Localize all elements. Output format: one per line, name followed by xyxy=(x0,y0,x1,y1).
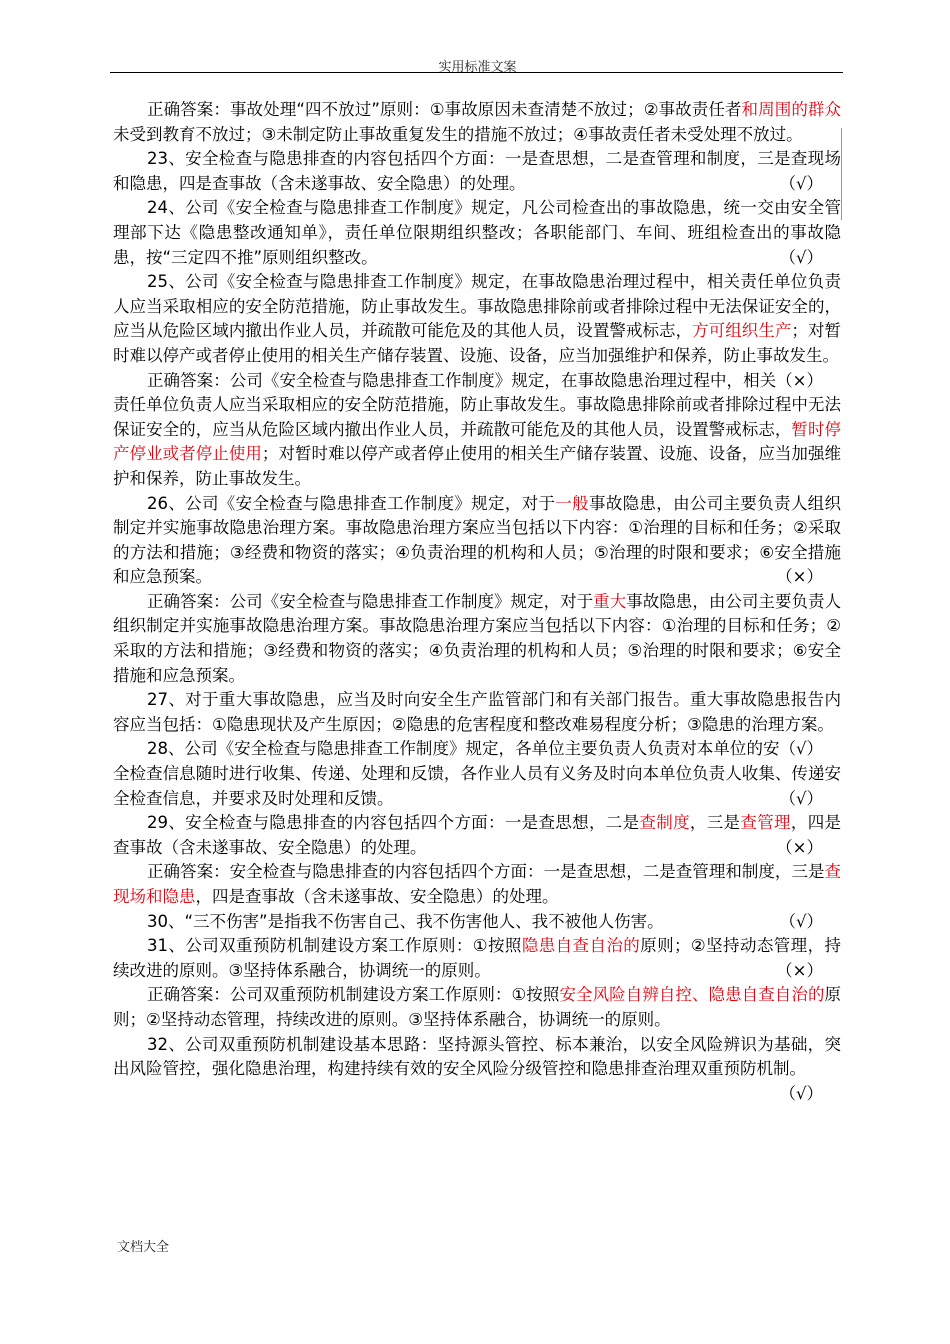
paragraph xyxy=(113,934,841,983)
text-run: 23、安全检查与隐患排查的内容包括四个方面：一是查思想，二是查管理和制度，三是查现场和隐患，四是查事故（含未遂事故、安全隐患）的处理。 xyxy=(113,149,841,193)
text-run: 28、公司《安全检查与隐患排查工作制度》规定，各单位主要负责人负责对本单位的安全检查信息随时进行收集、传递、处理和反馈，各作业人员有义务及时向本单位负责人收集、传递安全检查信息，并要求及时处理和反馈。 xyxy=(113,739,841,808)
paragraph xyxy=(113,688,841,759)
answer-mark: （√） xyxy=(779,247,823,267)
text-run: 原则；②坚持动态管理，持续改进的原则。③坚持体系融合，协调统一的原则。 xyxy=(113,936,841,980)
text-run: 正确答案：公司《安全检查与隐患排查工作制度》规定，对于 xyxy=(147,591,594,611)
paragraph xyxy=(113,147,841,196)
highlighted-text: 隐患自查自治的 xyxy=(521,936,641,956)
page-footer: 文档大全 xyxy=(117,1240,170,1255)
text-run: 26、公司《安全检查与隐患排查工作制度》规定，对于 xyxy=(147,493,556,513)
paragraph xyxy=(113,196,841,270)
paragraph xyxy=(113,492,841,590)
highlighted-text: 查现场和隐患 xyxy=(113,862,841,906)
answer-mark: （×） xyxy=(776,837,823,857)
answer-mark: （×） xyxy=(776,370,823,390)
paragraph xyxy=(113,811,841,860)
text-run: 未受到教育不放过；③未制定防止事故重复发生的措施不放过；④事故责任者未受处理不放过。 xyxy=(113,124,803,144)
text-run: ；对暂时难以停产或者停止使用的相关生产储存装置、设施、设备，应当加强维护和保养，防止事故发生。 xyxy=(113,321,842,365)
text-run: 事故隐患，由公司主要负责人组织制定并实施事故隐患治理方案。事故隐患治理方案应当包括以下内容：①治理的目标和任务；②采取的方法和措施；③经费和物资的落实；④负责治理的机构和人员；⑤治理的时限和要求；⑥安全措施和应急预案。 xyxy=(113,591,842,685)
paragraph xyxy=(113,369,841,492)
document-body xyxy=(113,98,841,1106)
text-run: 24、公司《安全检查与隐患排查工作制度》规定，凡公司检查出的事故隐患，统一交由安全管理部下达《隐患整改通知单》，责任单位限期组织整改；各职能部门、车间、班组检查出的事故隐患，按“三定四不推”原则组织整改。 xyxy=(113,198,841,267)
text-run: 原则；②坚持动态管理，持续改进的原则。③坚持体系融合，协调统一的原则。 xyxy=(113,985,842,1029)
text-run: 正确答案：事故处理“四不放过”原则：①事故原因未查清楚不放过；②事故责任者 xyxy=(147,100,742,119)
text-run: ，四是查事故（含未遂事故、安全隐患）的处理。 xyxy=(195,887,559,906)
answer-mark: （√） xyxy=(779,788,823,808)
answer-mark: （√） xyxy=(779,1083,823,1103)
text-run: 正确答案：公司双重预防机制建设方案工作原则：①按照 xyxy=(147,985,560,1005)
text-run: ；对暂时难以停产或者停止使用的相关生产储存装置、设施、设备，应当加强维护和保养，防止事故发生。 xyxy=(113,444,842,488)
paragraph xyxy=(113,860,841,909)
answer-mark: （√） xyxy=(779,173,823,193)
highlighted-text: 重大 xyxy=(593,591,627,611)
paragraph xyxy=(113,98,841,147)
highlighted-text: 和周围的群众 xyxy=(741,100,842,119)
highlighted-text: 查管理 xyxy=(740,813,791,833)
paragraph xyxy=(113,737,841,811)
paragraph xyxy=(113,910,841,935)
text-run: 正确答案：公司《安全检查与隐患排查工作制度》规定，在事故隐患治理过程中，相关责任单位负责人应当采取相应的安全防范措施，防止事故发生。事故隐患排除前或者排除过程中无法保证安全的，应当从危险区域内撤出作业人员，并疏散可能危及的其他人员，设置警戒标志， xyxy=(113,370,841,439)
text-run: 正确答案：安全检查与隐患排查的内容包括四个方面：一是查思想，二是查管理和制度，三是 xyxy=(147,862,825,882)
answer-mark: （√） xyxy=(779,911,823,931)
text-run: 事故隐患，由公司主要负责人组织制定并实施事故隐患治理方案。事故隐患治理方案应当包括以下内容：①治理的目标和任务；②采取的方法和措施；③经费和物资的落实；④负责治理的机构和人员；⑤治理的时限和要求；⑥安全措施和应急预案。 xyxy=(113,493,842,587)
header-divider xyxy=(110,72,843,73)
text-run: ，四是查事故（含未遂事故、安全隐患）的处理。 xyxy=(113,813,842,857)
paragraph xyxy=(113,1033,841,1103)
text-run: 27、对于重大事故隐患，应当及时向安全生产监管部门和有关部门报告。重大事故隐患报告内容应当包括：①隐患现状及产生原因；②隐患的危害程度和整改难易程度分析；③隐患的治理方案。 xyxy=(113,690,841,734)
text-run: 25、公司《安全检查与隐患排查工作制度》规定，在事故隐患治理过程中，相关责任单位负责人应当采取相应的安全防范措施，防止事故发生。事故隐患排除前或者排除过程中无法保证安全的，应当从危险区域内撤出作业人员，并疏散可能危及的其他人员，设置警戒标志， xyxy=(113,272,841,341)
highlighted-text: 方可组织生产 xyxy=(692,321,792,341)
text-run: 30、“三不伤害”是指我不伤害自己、我不伤害他人、我不被他人伤害。 xyxy=(147,911,664,931)
text-run: 32、公司双重预防机制建设基本思路：坚持源头管控、标本兼治，以安全风险辨识为基础，突出风险管控，强化隐患治理，构建持续有效的安全风险分级管控和隐患排查治理双重预防机制。 xyxy=(113,1034,841,1079)
answer-mark: （×） xyxy=(776,960,823,980)
text-run: 29、安全检查与隐患排查的内容包括四个方面：一是查思想，二是 xyxy=(147,813,640,833)
highlighted-text: 查制度 xyxy=(639,813,690,833)
paragraph xyxy=(113,270,842,390)
margin-line xyxy=(841,128,842,220)
text-run: 31、公司双重预防机制建设方案工作原则：①按照 xyxy=(147,936,522,956)
highlighted-text: 一般 xyxy=(555,493,589,513)
highlighted-text: 安全风险自辨自控、隐患自查自治的 xyxy=(559,985,825,1005)
page-header: 实用标准文案 xyxy=(438,60,517,75)
paragraph xyxy=(113,983,841,1032)
answer-mark: （×） xyxy=(776,567,823,587)
text-run: ，三是 xyxy=(689,813,741,833)
answer-mark: （√） xyxy=(779,739,823,759)
highlighted-text: 暂时停产停业或者停止使用 xyxy=(113,419,842,464)
paragraph xyxy=(113,590,841,688)
